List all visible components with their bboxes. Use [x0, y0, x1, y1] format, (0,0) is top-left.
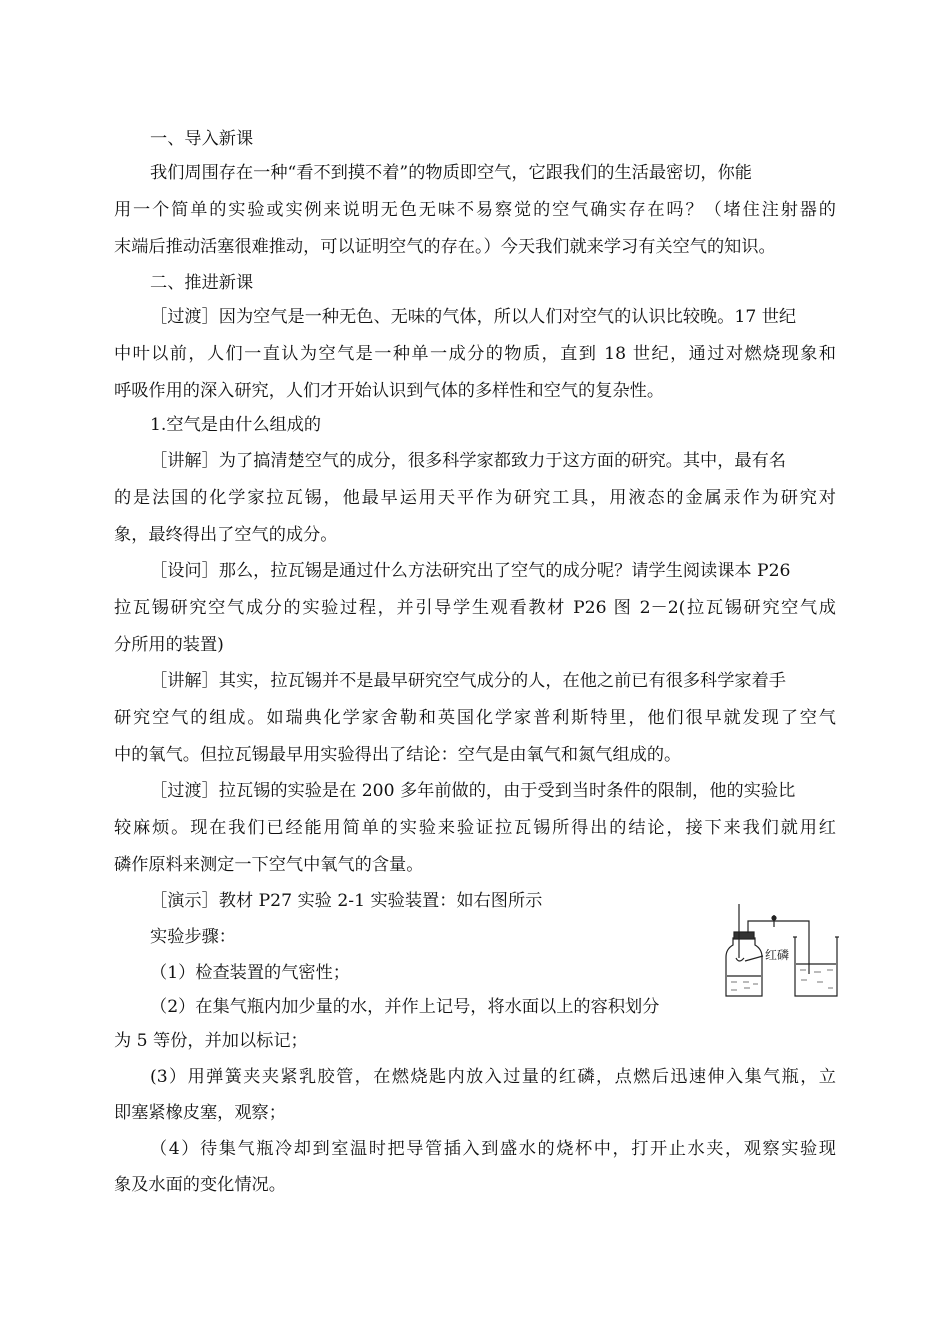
demo-line: ［演示］教材 P27 实验 2-1 实验装置：如右图所示 — [150, 891, 543, 911]
step-2-line-2: 为 5 等份，并加以标记； — [114, 1031, 308, 1051]
section-heading-new-lesson: 二、推进新课 — [150, 273, 254, 293]
apparatus-figure — [717, 904, 845, 1004]
paragraph-line: ［设问］那么，拉瓦锡是通过什么方法研究出了空气的成分呢？请学生阅读课本 P26 — [150, 561, 791, 581]
paragraph-line: 中叶以前，人们一直认为空气是一种单一成分的物质，直到 18 世纪，通过对燃烧现象和 — [114, 344, 836, 364]
clamp-knob — [772, 916, 776, 920]
paragraph-line: ［讲解］其实，拉瓦锡并不是最早研究空气成分的人，在他之前已有很多科学家着手 — [150, 671, 786, 691]
paragraph-line: 拉瓦锡研究空气成分的实验过程，并引导学生观看教材 P26 图 2－2(拉瓦锡研究空气成 — [114, 598, 836, 618]
paragraph-line: 分所用的装置) — [114, 635, 224, 655]
paragraph-line: 中的氧气。但拉瓦锡最早用实验得出了结论：空气是由氧气和氮气组成的。 — [114, 745, 682, 765]
paragraph-line: 呼吸作用的深入研究，人们才开始认识到气体的多样性和空气的复杂性。 — [114, 381, 665, 401]
paragraph-line: 的是法国的化学家拉瓦锡，他最早运用天平作为研究工具，用液态的金属汞作为研究对 — [114, 488, 836, 508]
label-leader — [745, 956, 763, 961]
paragraph-line: 末端后推动活塞很难推动，可以证明空气的存在。）今天我们就来学习有关空气的知识。 — [114, 237, 776, 257]
topic-heading: 1.空气是由什么组成的 — [150, 415, 322, 435]
beaker — [795, 937, 837, 996]
step-1: （1）检查装置的气密性； — [150, 963, 350, 983]
paragraph-line: 我们周围存在一种“看不到摸不着”的物质即空气，它跟我们的生活最密切，你能 — [150, 163, 752, 183]
figure-label-red-phosphorus: 红磷 — [765, 948, 790, 962]
paragraph-line: ［讲解］为了搞清楚空气的成分，很多科学家都致力于这方面的研究。其中，最有名 — [150, 451, 786, 471]
steps-heading: 实验步骤： — [150, 927, 236, 947]
stopper — [734, 932, 754, 939]
step-3-line-2: 即塞紧橡皮塞，观察； — [114, 1103, 286, 1123]
paragraph-line: 磷作原料来测定一下空气中氧气的含量。 — [114, 855, 424, 875]
step-3-line-1: (3）用弹簧夹夹紧乳胶管，在燃烧匙内放入过量的红磷，点燃后迅速伸入集气瓶，立 — [150, 1067, 836, 1087]
gas-bottle — [726, 938, 762, 996]
paragraph-line: 较麻烦。现在我们已经能用简单的实验来验证拉瓦锡所得出的结论，接下来我们就用红 — [114, 818, 836, 838]
water-hatching — [731, 970, 833, 990]
section-heading-intro: 一、导入新课 — [150, 129, 254, 149]
step-4-line-1: （4）待集气瓶冷却到室温时把导管插入到盛水的烧杯中，打开止水夹，观察实验现 — [150, 1139, 836, 1159]
paragraph-line: 用一个简单的实验或实例来说明无色无味不易察觉的空气确实存在吗？（堵住注射器的 — [114, 200, 836, 220]
paragraph-line: 研究空气的组成。如瑞典化学家舍勒和英国化学家普利斯特里，他们很早就发现了空气 — [114, 708, 836, 728]
paragraph-line: ［过渡］因为空气是一种无色、无味的气体，所以人们对空气的认识比较晚。17 世纪 — [150, 307, 797, 327]
paragraph-line: ［过渡］拉瓦锡的实验是在 200 多年前做的，由于受到当时条件的限制，他的实验比 — [150, 781, 796, 801]
step-4-line-2: 象及水面的变化情况。 — [114, 1175, 286, 1195]
paragraph-line: 象，最终得出了空气的成分。 — [114, 525, 338, 545]
step-2-line-1: （2）在集气瓶内加少量的水，并作上记号，将水面以上的容积划分 — [150, 997, 660, 1017]
combustion-spoon — [736, 958, 744, 961]
